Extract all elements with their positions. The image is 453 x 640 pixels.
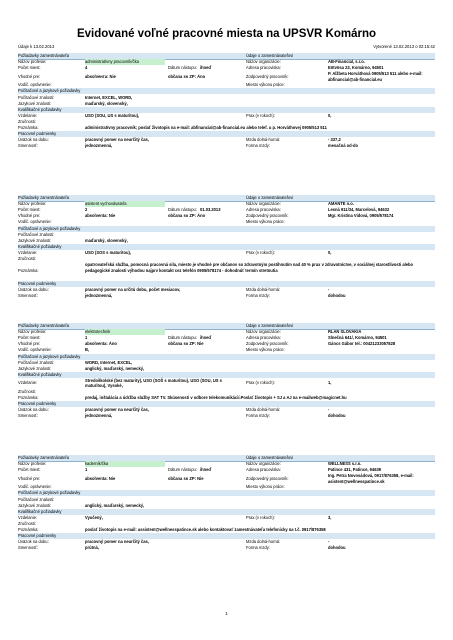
suitable-row: Vhodné pre: absolventa: Áno občana so ZP: Nie Zodpovedný pracovník: Gáncs Gábor tel.: 00421233057828 [18,341,396,347]
lang-row: Jazykové znalosti: maďarský, slovenský, [18,100,128,106]
qualification-header: Kvalifikačné požiadavky [18,509,435,515]
section-header: Požiadavky zamestnávateľa Údaje o zamestnávateľovi [18,195,435,202]
education-row: Vzdelanie: Vyučený, Prax (v rokoch): 3, [18,514,332,520]
qualification-header: Kvalifikačné požiadavky [18,107,435,113]
pc-lang-header: Počítačové a jazykové požiadavky [18,354,435,360]
profession-row: Názov profesie: kaderník/čka Názov organizácie: WELLNESS s.r.o. [18,461,362,467]
count-row: Počet miest: 2 Dátum nástupu: 01.03.2013 Adresa pracoviska: Lesná 911/34, Marcelová, 94632 [18,207,390,213]
education-row: Vzdelanie: Stredoškolské (bez maturity), USO (SOŠ s maturitou), USO (SOU, US s maturitou), Vysoké, Prax (v rokoch): 1, [18,377,332,389]
suitable-row: Vhodné pre: absolventa: Nie občana so ZP: Nie Zodpovedný pracovník: Ing. Petra Novosádová, 0917/876358, e-mail: asistent@wellnesspatince.sk [18,473,414,484]
pc-lang-header: Počítačové a jazykové požiadavky [18,88,435,94]
conditions-header: Pracovné podmienky [18,533,435,539]
section-header: Požiadavky zamestnávateľa Údaje o zamestnávateľovi [18,323,435,330]
shift-row: Smennosť: prútná, Forma mzdy: dohodou [18,545,346,551]
note-row: Poznámka: predaj, inštalácia a údržba služby SAT TV. Skúsenosti v odbore telekomunikácií.Poslať životopis + SJ a AJ na e-mailweb@magicnet.hu [18,395,347,400]
count-row: Počet miest: 1 Dátum nástupu: ihneď Adresa pracoviska: Slnečná 641/, Komárno, 94501 [18,335,387,341]
conditions-header: Pracovné podmienky [18,131,435,137]
education-row: Vzdelanie: USO (SOS s maturitou), Prax (v rokoch): 0, [18,249,332,255]
lang-row: Jazykové znalosti: anglický, maďarský, nemecký, [18,365,145,371]
lang-row: Jazykové znalosti: anglický, maďarský, nemecký, [18,502,145,508]
count-row: Počet miest: 1 Dátum nástupu: ihneď Adresa pracoviska: Patince 431, Patince, 94639 [18,467,382,473]
driver-row: Vodič. oprávnenie: B, Miesto výkonu práce: [18,347,285,353]
conditions-header: Pracovné podmienky [18,401,435,407]
pc-row: Počítačové znalosti: [18,231,55,237]
driver-row: Vodič. oprávnenie: Miesto výkonu práce: [18,484,285,490]
contract-row: Úväzok na dobu: pracovný pomer na neurčitý čas, Mzda dolná-horná: - 337,2 [18,137,341,143]
qualification-header: Kvalifikačné požiadavky [18,372,435,378]
pc-row: Počítačové znalosti: WORD, Internet, EXCEL, [18,359,133,365]
section-header: Požiadavky zamestnávateľa Údaje o zamestnávateľovi [18,53,435,60]
skills-row: Zručnosti: [18,118,36,124]
skills-row: Zručnosti: [18,388,36,394]
created-date: Vytvorené 13.02.2013 o 02:15:42 [373,44,435,49]
qualification-header: Kvalifikačné požiadavky [18,244,435,250]
section-header: Požiadavky zamestnávateľa Údaje o zamestnávateľovi [18,455,435,462]
data-date: Údaje k 13.02.2013 [18,44,55,49]
note-row: Poznámka: opatrovateľská služba, pomocná pracovná sila, miesto je vhodné pre občanov so zdravotným postihnutím nad 40 % prax v zdravotníctve, v sociálnej starostlivosti alebo pedagogické znalosti výhodou najprv kontakt cez telefón 0905/578174 - dohodnúť termín stretnutia [18,262,414,274]
skills-row: Zručnosti: [18,256,36,261]
education-row: Vzdelanie: USO (SOU, US s maturitou), Prax (v rokoch): 0, [18,112,332,118]
suitable-row: Vhodné pre: absolvента: Nie občana so ZP: Áno Zodpovedný pracovník: P. Alžbeta Horváthová 0905/513 511 alebo e-mail: abfinancial@ab-financial.eu [18,71,423,82]
pc-lang-header: Počítačové a jazykové požiadavky [18,226,435,232]
driver-row: Vodič. oprávnenie: Miesto výkonu práce: [18,219,285,225]
skills-row: Zručnosti: [18,520,36,526]
shift-row: Smennosť: jednozmenná, Forma mzdy: dohodou [18,293,346,299]
contract-row: Úväzok na dobu: pracovný pomer na neurčitý čas, Mzda dolná-horná: - [18,407,330,413]
count-row: Počet miest: 4 Dátum nástupu: ihneď Adresa pracoviska: Eötvösa 23, Komárno, 94501 [18,65,384,71]
driver-row: Vodič. oprávnenie: Miesto výkonu práce: [18,82,285,88]
pc-row: Počítačové znalosti: Internet, EXCEL, WORD, [18,94,133,100]
page-title: Evidované voľné pracovné miesta na UPSVR Komárno [76,28,377,40]
pc-lang-header: Počítačové a jazykové požiadavky [18,490,435,496]
shift-row: Smennosť: jednozmenná, Forma mzdy: mesačná od-do [18,143,359,149]
profession-row: Názov profesie: administratívny pracovník/čka Názov organizácie: AB-Financial, s.r.o. [18,59,365,65]
note-row: Poznámka: poslať životopis na e-mail: assistent@wellnesspatince.sk alebo kontaktovať zamestnávateľa telefonicky na t.č. 0917/876358 [18,527,326,532]
note-row: Poznámka: administratívny pracovník; poslať životopis na e-mail: abfinancial@ab-financial.eu alebo telef. u p. Horváthovej 0905/513 511 [18,125,327,130]
profession-row: Názov profesie: elektrotechnik Názov organizácie: RLAN SLOVAKIA [18,329,362,335]
suitable-row: Vhodné pre: absolventa: Nie občana so ZP: Áno Zodpovedný pracovník: Mgr. Kristína Vidová, 0905/578174 [18,213,394,219]
page-number: 1 [225,611,228,616]
conditions-header: Pracovné podmienky [18,281,435,287]
contract-row: Úväzok na dobu: pracovný pomer na určitú dobu, počet mesiacov, Mzda dolná-horná: - [18,287,330,293]
lang-row: Jazykové znalosti: maďarský, slovenský, [18,237,128,243]
contract-row: Úväzok na dobu: pracovný pomer na neurčitý čas, Mzda dolná-horná: - [18,539,330,545]
pc-row: Počítačové znalosti: [18,496,55,502]
shift-row: Smennosť: jednozmenná, Forma mzdy: dohodou [18,413,346,419]
profession-row: Názov profesie: asistent vychovávateľa Názov organizácie: AMANTE n.o. [18,201,354,207]
